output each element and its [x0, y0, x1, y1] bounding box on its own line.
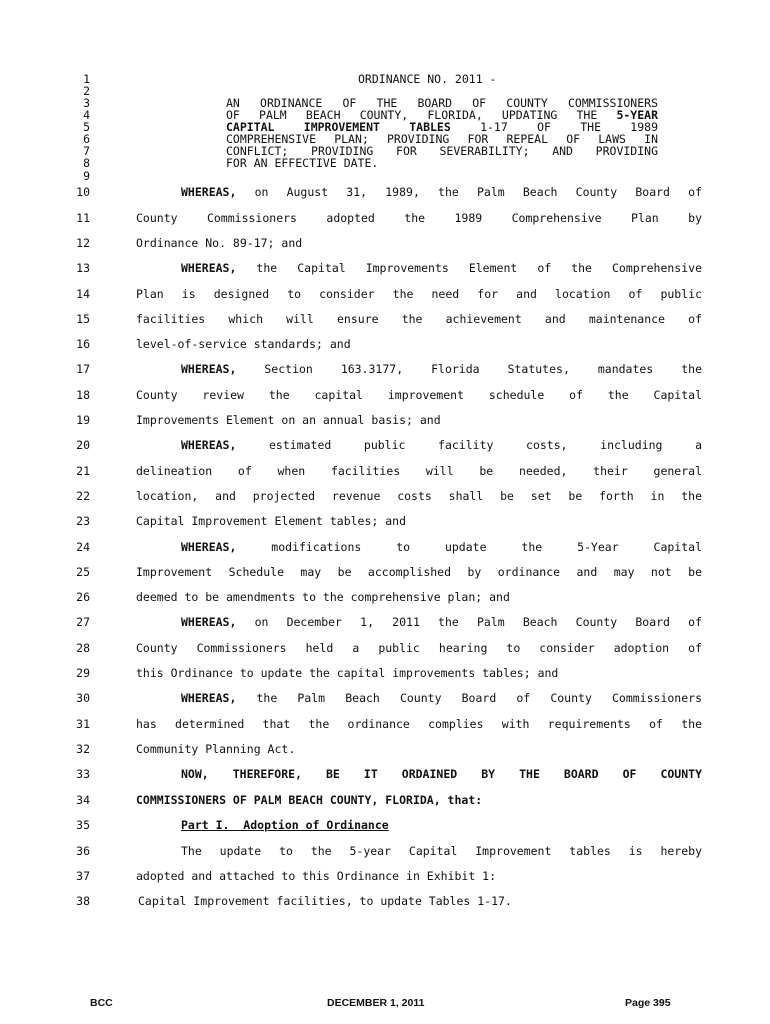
body-line: deemed to be amendments to the comprehensive plan; and — [136, 590, 510, 604]
summary-line: COMPREHENSIVE PLAN; PROVIDING FOR REPEAL OF LAWS IN — [226, 132, 658, 146]
body-line: facilities which will ensure the achievement and maintenance of — [136, 312, 702, 326]
line-number: 23 — [76, 514, 90, 528]
whereas-label: WHEREAS, — [181, 362, 237, 376]
line-number: 25 — [76, 565, 90, 579]
enacting-clause-continued: COMMISSIONERS OF PALM BEACH COUNTY, FLORIDA, that: — [136, 793, 483, 807]
line-number: 14 — [76, 287, 90, 301]
line-number: 3 — [83, 96, 90, 110]
whereas-clause: WHEREAS, the Capital Improvements Element of the Comprehensive — [181, 261, 702, 275]
line-number: 12 — [76, 236, 90, 250]
line-number: 27 — [76, 615, 90, 629]
summary-line: OF PALM BEACH COUNTY, FLORIDA, UPDATING THE 5-YEAR — [226, 108, 658, 122]
line-number: 8 — [83, 156, 90, 170]
whereas-clause: WHEREAS, estimated public facility costs, including a — [181, 438, 702, 452]
line-number: 16 — [76, 337, 90, 351]
whereas-clause: WHEREAS, on August 31, 1989, the Palm Beach County Board of — [181, 185, 702, 199]
body-line: Ordinance No. 89-17; and — [136, 236, 303, 250]
body-line: location, and projected revenue costs shall be set be forth in the — [136, 489, 702, 503]
footer-date: DECEMBER 1, 2011 — [327, 997, 425, 1009]
body-line: Capital Improvement Element tables; and — [136, 514, 407, 528]
line-number: 1 — [83, 72, 90, 86]
line-number: 9 — [83, 169, 90, 183]
line-number: 37 — [76, 869, 90, 883]
ordinance-title: ORDINANCE NO. 2011 - — [358, 72, 497, 86]
body-line: this Ordinance to update the capital improvements tables; and — [136, 666, 559, 680]
line-number: 20 — [76, 438, 90, 452]
whereas-label: WHEREAS, — [181, 185, 237, 199]
line-number: 17 — [76, 362, 90, 376]
summary-line: FOR AN EFFECTIVE DATE. — [226, 156, 379, 170]
whereas-clause: WHEREAS, modifications to update the 5-Year Capital — [181, 540, 702, 554]
summary-line: CAPITAL IMPROVEMENT TABLES 1-17 OF THE 1989 — [226, 120, 659, 134]
whereas-label: WHEREAS, — [181, 615, 237, 629]
line-number: 7 — [83, 144, 90, 158]
footer-left: BCC — [90, 997, 113, 1009]
line-number: 30 — [76, 691, 90, 705]
body-line: Improvements Element on an annual basis; and — [136, 413, 441, 427]
summary-emphasis: 5-YEAR — [616, 108, 658, 122]
body-line: County Commissioners adopted the 1989 Comprehensive Plan by — [136, 211, 702, 225]
line-number: 29 — [76, 666, 90, 680]
body-line: County review the capital improvement schedule of the Capital — [136, 388, 702, 402]
body-line: Capital Improvement facilities, to update Tables 1-17. — [138, 894, 512, 908]
enacting-clause: NOW, THEREFORE, BE IT ORDAINED BY THE BOARD OF COUNTY — [181, 767, 702, 781]
line-number: 22 — [76, 489, 90, 503]
whereas-label: WHEREAS, — [181, 261, 237, 275]
whereas-label: WHEREAS, — [181, 438, 237, 452]
line-number: 5 — [83, 120, 90, 134]
body-line: level-of-service standards; and — [136, 337, 351, 351]
body-line: Community Planning Act. — [136, 742, 296, 756]
line-number: 24 — [76, 540, 90, 554]
body-line: adopted and attached to this Ordinance in Exhibit 1: — [136, 869, 497, 883]
line-number: 26 — [76, 590, 90, 604]
whereas-clause: WHEREAS, on December 1, 2011 the Palm Beach County Board of — [181, 615, 702, 629]
line-number: 36 — [76, 844, 90, 858]
body-line: County Commissioners held a public hearing to consider adoption of — [136, 641, 702, 655]
line-number: 35 — [76, 818, 90, 832]
whereas-clause: WHEREAS, the Palm Beach County Board of County Commissioners — [181, 691, 702, 705]
line-number: 32 — [76, 742, 90, 756]
body-line: delineation of when facilities will be needed, their general — [136, 464, 702, 478]
line-number: 33 — [76, 767, 90, 781]
summary-line: CONFLICT; PROVIDING FOR SEVERABILITY; AND PROVIDING — [226, 144, 658, 158]
footer-page-number: Page 395 — [625, 997, 671, 1009]
whereas-label: WHEREAS, — [181, 540, 237, 554]
line-number: 38 — [76, 894, 90, 908]
line-number: 15 — [76, 312, 90, 326]
line-number: 31 — [76, 717, 90, 731]
line-number: 18 — [76, 388, 90, 402]
line-number: 34 — [76, 793, 90, 807]
section-heading: Part I. Adoption of Ordinance — [181, 818, 389, 832]
line-number: 10 — [76, 185, 90, 199]
line-number: 4 — [83, 108, 90, 122]
line-number: 2 — [83, 84, 90, 98]
body-line: Plan is designed to consider the need for and location of public — [136, 287, 702, 301]
line-number: 6 — [83, 132, 90, 146]
whereas-clause: WHEREAS, Section 163.3177, Florida Statutes, mandates the — [181, 362, 702, 376]
body-line: has determined that the ordinance complies with requirements of the — [136, 717, 702, 731]
line-number: 11 — [76, 211, 90, 225]
summary-emphasis: CAPITAL IMPROVEMENT TABLES — [226, 120, 451, 134]
body-line: Improvement Schedule may be accomplished by ordinance and may not be — [136, 565, 702, 579]
line-number: 21 — [76, 464, 90, 478]
line-number: 28 — [76, 641, 90, 655]
line-number: 19 — [76, 413, 90, 427]
summary-line: AN ORDINANCE OF THE BOARD OF COUNTY COMMISSIONERS — [226, 96, 658, 110]
whereas-label: WHEREAS, — [181, 691, 237, 705]
body-line: The update to the 5-year Capital Improvement tables is hereby — [181, 844, 702, 858]
line-number: 13 — [76, 261, 90, 275]
